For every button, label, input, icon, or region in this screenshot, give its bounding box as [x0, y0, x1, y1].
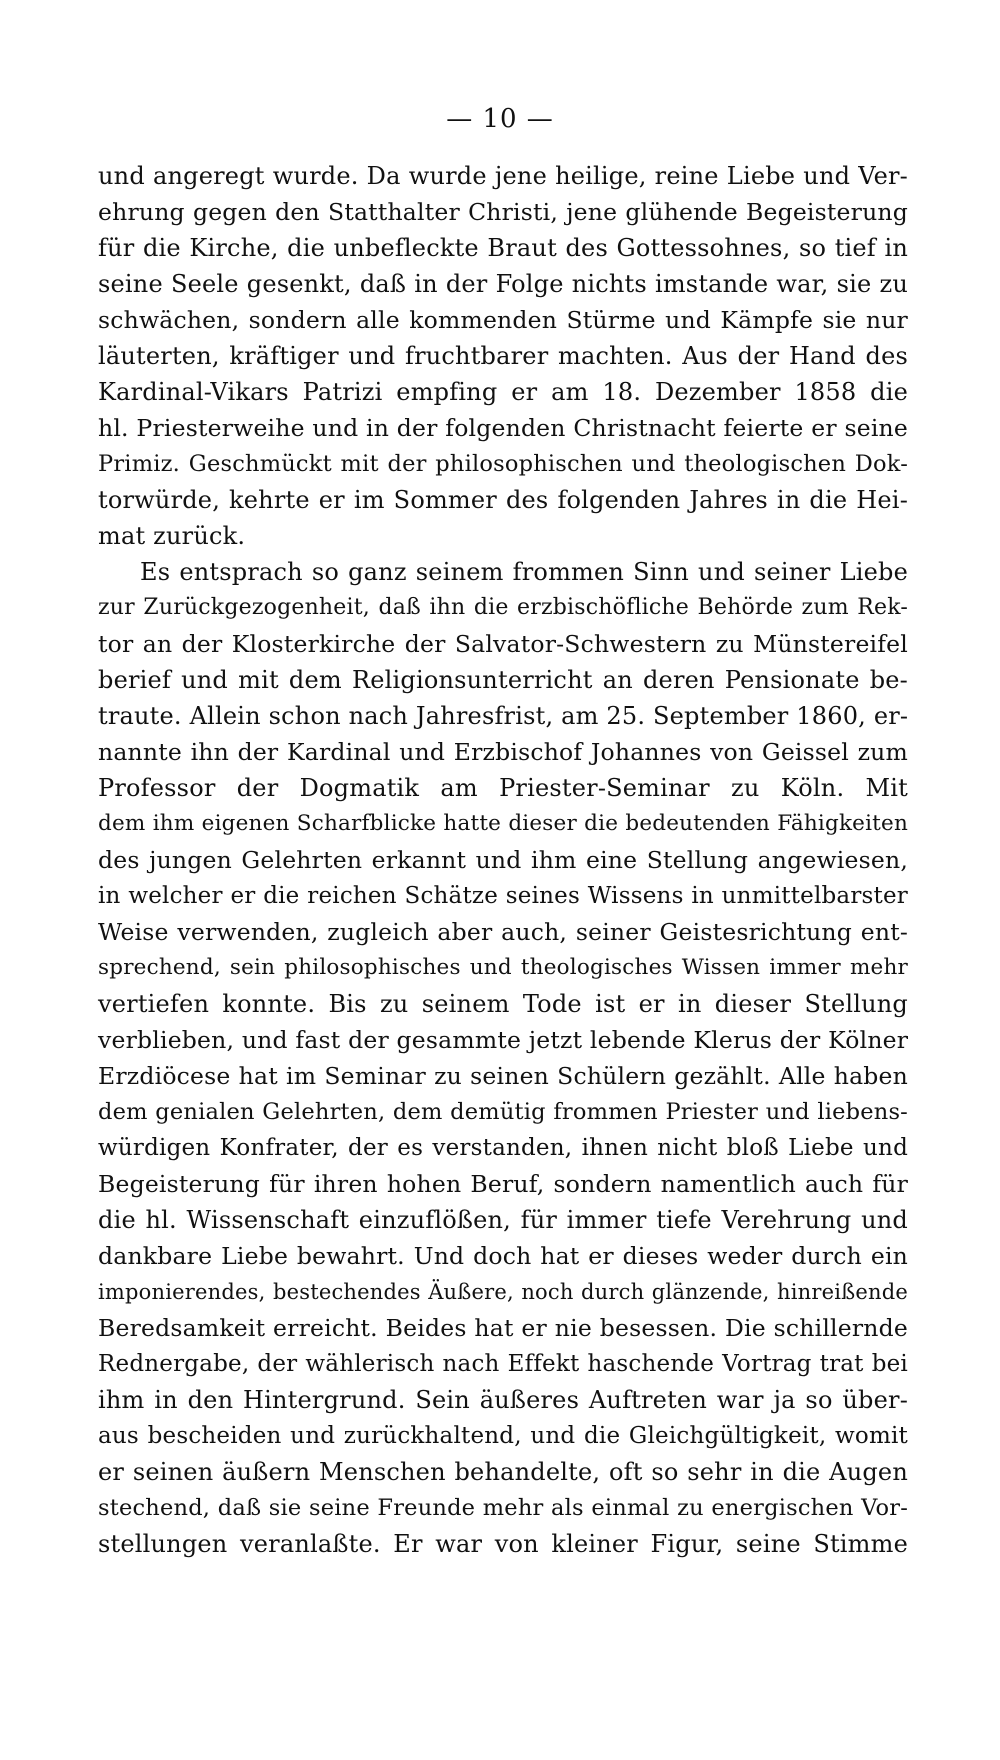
paragraph	[98, 158, 908, 554]
text-line: Weise verwenden, zugleich aber auch, seiner Geistesrichtung ent-	[98, 918, 908, 946]
text-line: des jungen Gelehrten erkannt und ihm eine Stellung angewiesen,	[98, 846, 908, 874]
text-line: Erzdiöcese hat im Seminar zu seinen Schülern gezählt. Alle haben	[98, 1062, 908, 1090]
text-line: Beredsamkeit erreicht. Beides hat er nie besessen. Die schillernde	[98, 1314, 908, 1342]
text-line: Professor der Dogmatik am Priester-Seminar zu Köln. Mit	[98, 774, 908, 802]
text-line: hl. Priesterweihe und in der folgenden Christnacht feierte er seine	[98, 414, 908, 442]
body-text	[98, 158, 908, 1562]
text-line: würdigen Konfrater, der es verstanden, ihnen nicht bloß Liebe und	[98, 1135, 908, 1161]
text-line: torwürde, kehrte er im Sommer des folgenden Jahres in die Hei-	[98, 486, 908, 514]
text-line: Primiz. Geschmückt mit der philosophischen und theologischen Dok-	[98, 451, 908, 477]
text-line: aus bescheiden und zurückhaltend, und die Gleichgültigkeit, womit	[98, 1423, 908, 1449]
text-line: in welcher er die reichen Schätze seines Wissens in unmittelbarster	[98, 883, 908, 909]
text-line: läuterten, kräftiger und fruchtbarer machten. Aus der Hand des	[98, 342, 908, 370]
text-line: dem genialen Gelehrten, dem demütig frommen Priester und liebens-	[98, 1099, 908, 1125]
text-line: zur Zurückgezogenheit, daß ihn die erzbischöfliche Behörde zum Rek-	[98, 595, 908, 620]
text-line: Es entsprach so ganz seinem frommen Sinn und seiner Liebe	[140, 558, 908, 586]
text-line: vertiefen konnte. Bis zu seinem Tode ist er in dieser Stellung	[98, 990, 908, 1018]
text-line: dankbare Liebe bewahrt. Und doch hat er dieses weder durch ein	[98, 1242, 908, 1270]
text-line: verblieben, und fast der gesammte jetzt lebende Klerus der Kölner	[98, 1026, 909, 1054]
text-line: und angeregt wurde. Da wurde jene heilige, reine Liebe und Ver-	[98, 162, 908, 190]
text-line: für die Kirche, die unbefleckte Braut des Gottessohnes, so tief in	[98, 234, 908, 262]
text-line: imponierendes, bestechendes Äußere, noch durch glänzende, hinreißende	[98, 1280, 908, 1304]
text-line: schwächen, sondern alle kommenden Stürme und Kämpfe sie nur	[98, 306, 908, 334]
text-line: tor an der Klosterkirche der Salvator-Schwestern zu Münstereifel	[98, 630, 908, 658]
text-line: berief und mit dem Religionsunterricht an deren Pensionate be-	[98, 666, 908, 694]
text-line: seine Seele gesenkt, daß in der Folge nichts imstande war, sie zu	[98, 270, 908, 298]
text-line: nannte ihn der Kardinal und Erzbischof Johannes von Geissel zum	[98, 738, 908, 766]
text-line: stechend, daß sie seine Freunde mehr als einmal zu energischen Vor-	[98, 1495, 908, 1521]
text-line: mat zurück.	[98, 522, 246, 550]
text-line: ihm in den Hintergrund. Sein äußeres Auftreten war ja so über-	[98, 1386, 908, 1414]
text-line: er seinen äußern Menschen behandelte, oft so sehr in die Augen	[98, 1458, 908, 1486]
text-line: dem ihm eigenen Scharfblicke hatte dieser die bedeutenden Fähigkeiten	[98, 811, 908, 836]
text-line: Begeisterung für ihren hohen Beruf, sondern namentlich auch für	[98, 1170, 908, 1198]
text-line: sprechend, sein philosophisches und theologisches Wissen immer mehr	[98, 955, 908, 980]
text-line: Rednergabe, der wählerisch nach Effekt haschende Vortrag trat bei	[98, 1351, 908, 1377]
text-line: stellungen veranlaßte. Er war von kleiner Figur, seine Stimme	[98, 1530, 908, 1558]
page-number: — 10 —	[446, 104, 554, 134]
text-line: Kardinal-Vikars Patrizi empfing er am 18. Dezember 1858 die	[98, 378, 908, 406]
text-line: die hl. Wissenschaft einzuflößen, für immer tiefe Verehrung und	[98, 1206, 908, 1234]
text-line: traute. Allein schon nach Jahresfrist, am 25. September 1860, er-	[98, 702, 909, 730]
paragraph	[98, 554, 908, 1562]
text-line: ehrung gegen den Statthalter Christi, jene glühende Begeisterung	[98, 198, 908, 226]
